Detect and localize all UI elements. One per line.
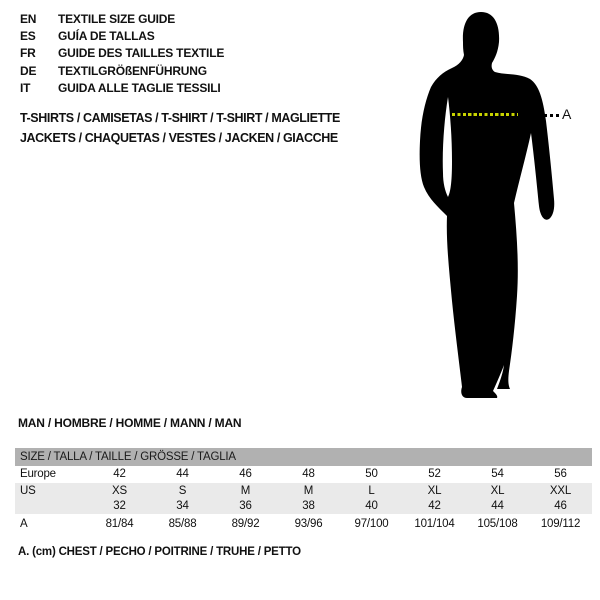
- size-cell: 93/96: [294, 518, 323, 530]
- size-table-header: SIZE / TALLA / TAILLE / GRÖSSE / TAGLIA: [15, 448, 592, 466]
- language-row-de: [20, 63, 224, 80]
- size-cell: 52: [428, 468, 441, 480]
- size-cell: 46: [239, 468, 252, 480]
- language-code: DE: [20, 63, 37, 78]
- size-cell: M: [240, 485, 251, 497]
- size-cell: 44: [176, 468, 189, 480]
- language-code: FR: [20, 46, 36, 61]
- language-row-it: [20, 80, 224, 97]
- size-cell: S: [178, 485, 187, 497]
- size-cell: 40: [365, 500, 378, 512]
- size-cell: 38: [302, 500, 315, 512]
- size-cell: 97/100: [354, 518, 389, 530]
- size-cell: 34: [176, 500, 189, 512]
- size-cell: 50: [365, 468, 378, 480]
- size-cell: 32: [113, 500, 126, 512]
- size-cell: L: [368, 485, 375, 497]
- language-row-fr: [20, 45, 224, 62]
- size-table: [15, 448, 592, 534]
- size-cell: 44: [491, 500, 504, 512]
- size-row-us-numbers: [15, 499, 592, 513]
- size-cell: 101/104: [414, 518, 455, 530]
- language-guide-list: [20, 11, 224, 97]
- size-cell: 56: [554, 468, 567, 480]
- chest-measure-line: [452, 113, 518, 116]
- size-cell: XXL: [549, 485, 572, 497]
- row-label: Europe: [20, 468, 56, 480]
- language-row-es: [20, 28, 224, 45]
- size-cell: XS: [112, 485, 127, 497]
- language-code: IT: [20, 80, 31, 95]
- size-cell: 89/92: [231, 518, 260, 530]
- size-cell: M: [303, 485, 314, 497]
- language-row-en: [20, 11, 224, 28]
- language-label: TEXTILE SIZE GUIDE: [58, 12, 176, 26]
- size-row-us-letters: [15, 484, 592, 499]
- size-cell: XL: [427, 485, 442, 497]
- row-label: A: [20, 518, 28, 530]
- language-label: TEXTILGRÖßENFÜHRUNG: [58, 63, 207, 78]
- language-code: EN: [20, 12, 37, 26]
- size-cell: 36: [239, 500, 252, 512]
- size-rows-us-block: [15, 483, 592, 514]
- language-code: ES: [20, 29, 36, 44]
- row-label: US: [20, 485, 36, 497]
- garment-categories: [20, 109, 340, 148]
- size-cell: 54: [491, 468, 504, 480]
- category-jackets: JACKETS / CHAQUETAS / VESTES / JACKEN / GIACCHE: [20, 130, 338, 145]
- category-tshirts: T-SHIRTS / CAMISETAS / T-SHIRT / T-SHIRT / MAGLIETTE: [20, 111, 340, 125]
- size-row-europe: [15, 466, 592, 483]
- section-title-man: MAN / HOMBRE / HOMME / MANN / MAN: [18, 416, 242, 430]
- size-cell: 42: [113, 468, 126, 480]
- language-label: GUÍA DE TALLAS: [58, 29, 155, 44]
- size-cell: XL: [490, 485, 505, 497]
- language-label: GUIDE DES TAILLES TEXTILE: [58, 46, 225, 61]
- measurement-footnote: A. (cm) CHEST / PECHO / POITRINE / TRUHE / PETTO: [18, 546, 301, 558]
- size-cell: 46: [554, 500, 567, 512]
- size-cell: 105/108: [477, 518, 518, 530]
- language-label: GUIDA ALLE TAGLIE TESSILI: [58, 80, 221, 95]
- measure-leader-line: [544, 114, 559, 117]
- size-row-chest-a: [15, 514, 592, 534]
- measure-label-a: A: [562, 106, 572, 122]
- man-silhouette: [398, 0, 578, 410]
- size-cell: 109/112: [540, 518, 581, 530]
- size-cell: 42: [428, 500, 441, 512]
- size-cell: 48: [302, 468, 315, 480]
- size-cell: 85/88: [168, 518, 197, 530]
- size-cell: 81/84: [105, 518, 134, 530]
